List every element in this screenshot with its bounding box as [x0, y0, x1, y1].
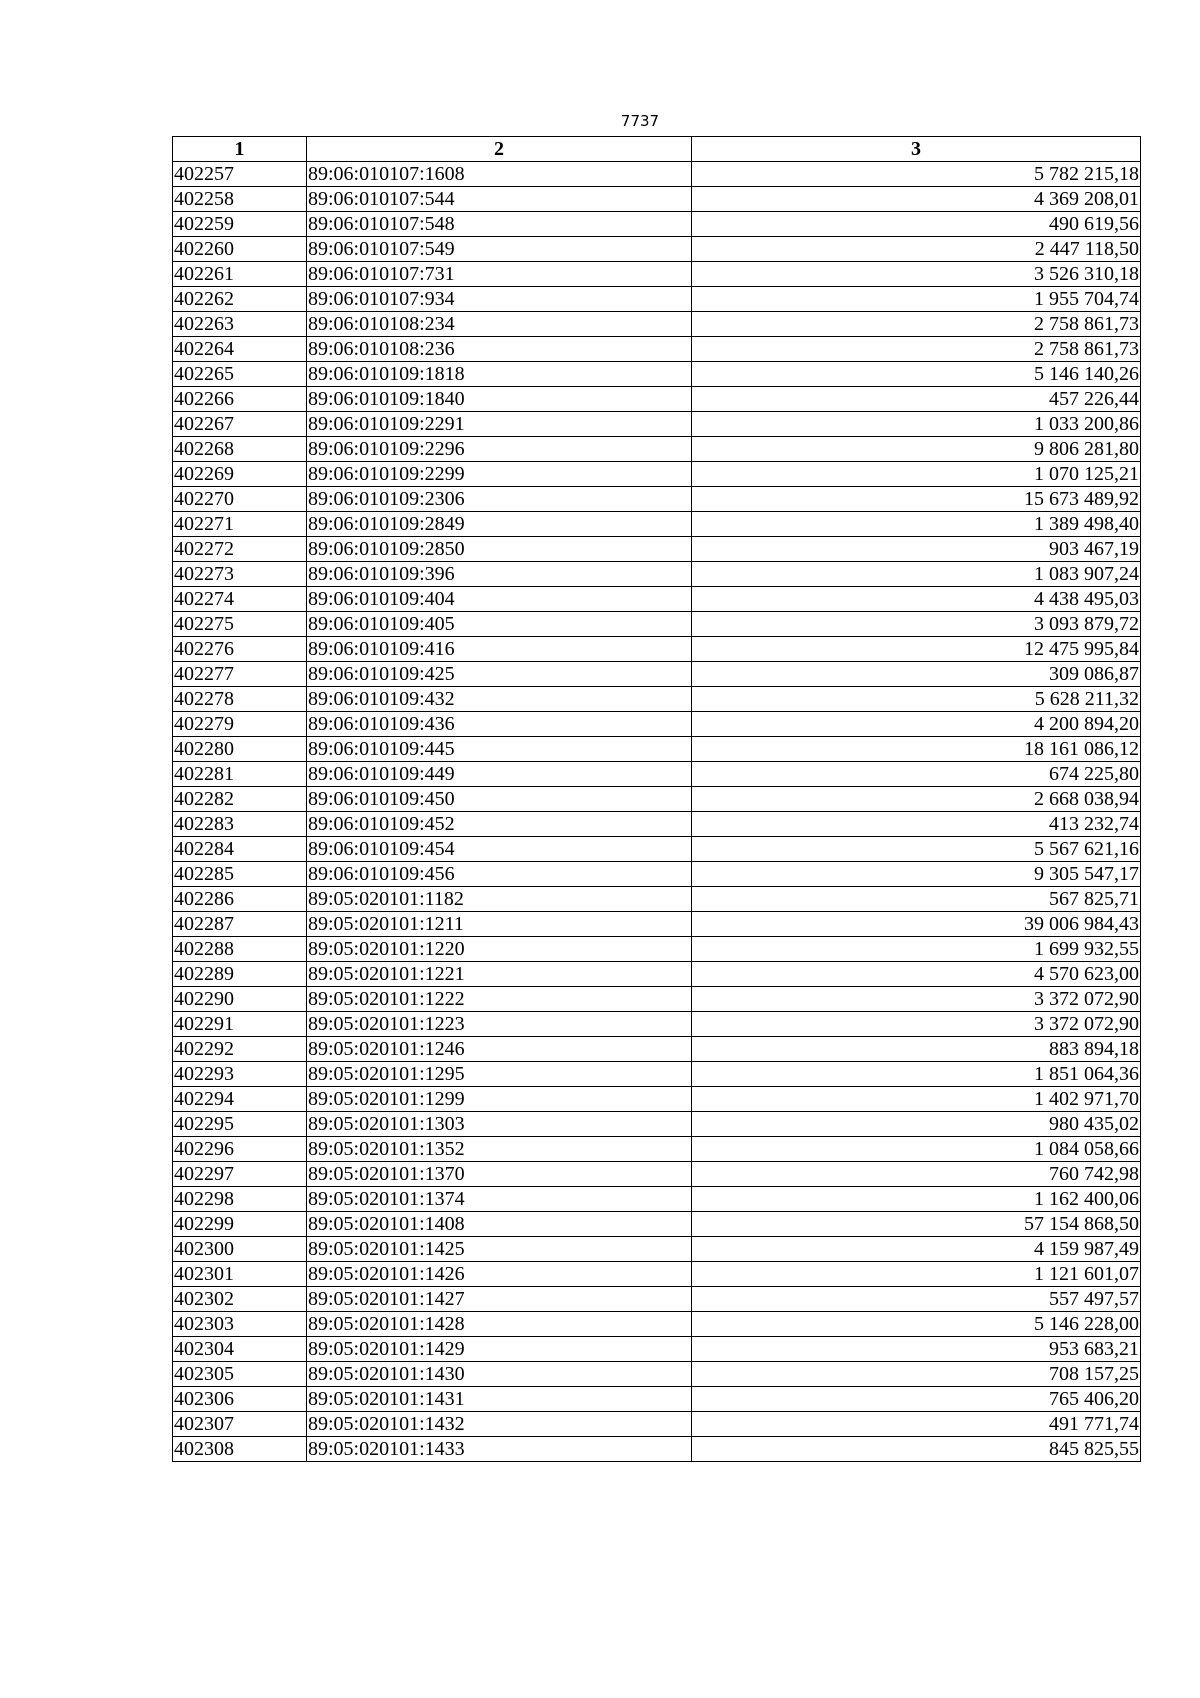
table-row: [173, 1087, 1141, 1112]
value-cell: 1 955 704,74: [692, 287, 1141, 312]
row-number-cell: 402282: [173, 787, 307, 812]
value-cell: 9 305 547,17: [692, 862, 1141, 887]
row-number-cell: 402277: [173, 662, 307, 687]
cadastral-number-cell: 89:06:010109:416: [307, 637, 692, 662]
row-number-cell: 402257: [173, 162, 307, 187]
row-number-cell: 402279: [173, 712, 307, 737]
row-number-cell: 402272: [173, 537, 307, 562]
value-cell: 567 825,71: [692, 887, 1141, 912]
cadastral-number-cell: 89:05:020101:1182: [307, 887, 692, 912]
row-number-cell: 402284: [173, 837, 307, 862]
row-number-cell: 402300: [173, 1237, 307, 1262]
table-row: [173, 237, 1141, 262]
value-cell: 4 369 208,01: [692, 187, 1141, 212]
cadastral-number-cell: 89:05:020101:1408: [307, 1212, 692, 1237]
cadastral-number-cell: 89:06:010108:234: [307, 312, 692, 337]
value-cell: 883 894,18: [692, 1037, 1141, 1062]
cadastral-number-cell: 89:05:020101:1295: [307, 1062, 692, 1087]
cadastral-number-cell: 89:06:010108:236: [307, 337, 692, 362]
cadastral-number-cell: 89:06:010109:405: [307, 612, 692, 637]
cadastral-number-cell: 89:05:020101:1433: [307, 1437, 692, 1462]
value-cell: 1 083 907,24: [692, 562, 1141, 587]
row-number-cell: 402302: [173, 1287, 307, 1312]
row-number-cell: 402276: [173, 637, 307, 662]
row-number-cell: 402295: [173, 1112, 307, 1137]
cadastral-number-cell: 89:06:010109:404: [307, 587, 692, 612]
row-number-cell: 402259: [173, 212, 307, 237]
row-number-cell: 402260: [173, 237, 307, 262]
row-number-cell: 402275: [173, 612, 307, 637]
table-row: [173, 212, 1141, 237]
cadastral-number-cell: 89:06:010107:549: [307, 237, 692, 262]
table-row: [173, 637, 1141, 662]
value-cell: 1 033 200,86: [692, 412, 1141, 437]
cadastral-number-cell: 89:06:010107:548: [307, 212, 692, 237]
cadastral-number-cell: 89:06:010109:2296: [307, 437, 692, 462]
table-row: [173, 537, 1141, 562]
column-header-1: 1: [173, 137, 307, 162]
registry-table: [172, 136, 1141, 1462]
cadastral-number-cell: 89:05:020101:1220: [307, 937, 692, 962]
cadastral-number-cell: 89:06:010109:452: [307, 812, 692, 837]
table-row: [173, 1112, 1141, 1137]
value-cell: 2 447 118,50: [692, 237, 1141, 262]
value-cell: 1 121 601,07: [692, 1262, 1141, 1287]
cadastral-number-cell: 89:05:020101:1303: [307, 1112, 692, 1137]
row-number-cell: 402305: [173, 1362, 307, 1387]
value-cell: 9 806 281,80: [692, 437, 1141, 462]
table-row: [173, 1337, 1141, 1362]
table-row: [173, 912, 1141, 937]
row-number-cell: 402296: [173, 1137, 307, 1162]
value-cell: 3 093 879,72: [692, 612, 1141, 637]
value-cell: 557 497,57: [692, 1287, 1141, 1312]
cadastral-number-cell: 89:06:010109:2306: [307, 487, 692, 512]
value-cell: 1 851 064,36: [692, 1062, 1141, 1087]
table-row: [173, 1162, 1141, 1187]
row-number-cell: 402298: [173, 1187, 307, 1212]
table-row: [173, 387, 1141, 412]
row-number-cell: 402265: [173, 362, 307, 387]
table-row: [173, 1387, 1141, 1412]
table-row: [173, 587, 1141, 612]
cadastral-number-cell: 89:06:010109:432: [307, 687, 692, 712]
value-cell: 5 146 140,26: [692, 362, 1141, 387]
value-cell: 4 438 495,03: [692, 587, 1141, 612]
row-number-cell: 402290: [173, 987, 307, 1012]
cadastral-number-cell: 89:06:010109:449: [307, 762, 692, 787]
table-row: [173, 687, 1141, 712]
table-row: [173, 862, 1141, 887]
value-cell: 1 084 058,66: [692, 1137, 1141, 1162]
cadastral-number-cell: 89:06:010109:2849: [307, 512, 692, 537]
row-number-cell: 402271: [173, 512, 307, 537]
row-number-cell: 402307: [173, 1412, 307, 1437]
table-row: [173, 562, 1141, 587]
value-cell: 903 467,19: [692, 537, 1141, 562]
cadastral-number-cell: 89:06:010109:396: [307, 562, 692, 587]
table-row: [173, 487, 1141, 512]
value-cell: 12 475 995,84: [692, 637, 1141, 662]
cadastral-number-cell: 89:05:020101:1299: [307, 1087, 692, 1112]
row-number-cell: 402261: [173, 262, 307, 287]
row-number-cell: 402283: [173, 812, 307, 837]
value-cell: 760 742,98: [692, 1162, 1141, 1187]
table-row: [173, 787, 1141, 812]
row-number-cell: 402262: [173, 287, 307, 312]
row-number-cell: 402286: [173, 887, 307, 912]
cadastral-number-cell: 89:06:010107:1608: [307, 162, 692, 187]
cadastral-number-cell: 89:05:020101:1431: [307, 1387, 692, 1412]
row-number-cell: 402303: [173, 1312, 307, 1337]
row-number-cell: 402270: [173, 487, 307, 512]
table-row: [173, 462, 1141, 487]
row-number-cell: 402292: [173, 1037, 307, 1062]
row-number-cell: 402297: [173, 1162, 307, 1187]
cadastral-number-cell: 89:05:020101:1425: [307, 1237, 692, 1262]
row-number-cell: 402267: [173, 412, 307, 437]
table-body: [173, 162, 1141, 1462]
cadastral-number-cell: 89:06:010109:445: [307, 737, 692, 762]
cadastral-number-cell: 89:05:020101:1222: [307, 987, 692, 1012]
table-row: [173, 887, 1141, 912]
value-cell: 980 435,02: [692, 1112, 1141, 1137]
table-row: [173, 612, 1141, 637]
table-row: [173, 1037, 1141, 1062]
cadastral-number-cell: 89:05:020101:1429: [307, 1337, 692, 1362]
row-number-cell: 402258: [173, 187, 307, 212]
table-row: [173, 962, 1141, 987]
value-cell: 708 157,25: [692, 1362, 1141, 1387]
value-cell: 3 372 072,90: [692, 987, 1141, 1012]
row-number-cell: 402264: [173, 337, 307, 362]
cadastral-number-cell: 89:06:010109:2291: [307, 412, 692, 437]
cadastral-number-cell: 89:06:010109:1818: [307, 362, 692, 387]
table-row: [173, 1287, 1141, 1312]
value-cell: 1 402 971,70: [692, 1087, 1141, 1112]
table-row: [173, 162, 1141, 187]
table-row: [173, 1312, 1141, 1337]
cadastral-number-cell: 89:06:010109:454: [307, 837, 692, 862]
row-number-cell: 402289: [173, 962, 307, 987]
table-row: [173, 1262, 1141, 1287]
value-cell: 57 154 868,50: [692, 1212, 1141, 1237]
value-cell: 3 372 072,90: [692, 1012, 1141, 1037]
cadastral-number-cell: 89:05:020101:1352: [307, 1137, 692, 1162]
row-number-cell: 402281: [173, 762, 307, 787]
table-row: [173, 1412, 1141, 1437]
cadastral-number-cell: 89:06:010107:934: [307, 287, 692, 312]
table-row: [173, 1012, 1141, 1037]
row-number-cell: 402285: [173, 862, 307, 887]
table-row: [173, 512, 1141, 537]
row-number-cell: 402304: [173, 1337, 307, 1362]
value-cell: 4 159 987,49: [692, 1237, 1141, 1262]
cadastral-number-cell: 89:05:020101:1223: [307, 1012, 692, 1037]
table-row: [173, 1237, 1141, 1262]
table-row: [173, 712, 1141, 737]
cadastral-number-cell: 89:06:010109:456: [307, 862, 692, 887]
value-cell: 5 567 621,16: [692, 837, 1141, 862]
value-cell: 490 619,56: [692, 212, 1141, 237]
cadastral-number-cell: 89:05:020101:1374: [307, 1187, 692, 1212]
value-cell: 2 758 861,73: [692, 337, 1141, 362]
value-cell: 15 673 489,92: [692, 487, 1141, 512]
cadastral-number-cell: 89:05:020101:1370: [307, 1162, 692, 1187]
table-row: [173, 262, 1141, 287]
value-cell: 457 226,44: [692, 387, 1141, 412]
row-number-cell: 402299: [173, 1212, 307, 1237]
cadastral-number-cell: 89:05:020101:1432: [307, 1412, 692, 1437]
table-row: [173, 937, 1141, 962]
row-number-cell: 402294: [173, 1087, 307, 1112]
table-row: [173, 187, 1141, 212]
cadastral-number-cell: 89:06:010109:425: [307, 662, 692, 687]
table-row: [173, 662, 1141, 687]
page-number: 7737: [620, 112, 660, 130]
cadastral-number-cell: 89:06:010109:1840: [307, 387, 692, 412]
row-number-cell: 402280: [173, 737, 307, 762]
value-cell: 1 699 932,55: [692, 937, 1141, 962]
row-number-cell: 402308: [173, 1437, 307, 1462]
column-header-3: 3: [692, 137, 1141, 162]
table-row: [173, 987, 1141, 1012]
table-row: [173, 1212, 1141, 1237]
cadastral-number-cell: 89:05:020101:1430: [307, 1362, 692, 1387]
table-row: [173, 337, 1141, 362]
value-cell: 5 628 211,32: [692, 687, 1141, 712]
column-header-2: 2: [307, 137, 692, 162]
table-row: [173, 1187, 1141, 1212]
value-cell: 18 161 086,12: [692, 737, 1141, 762]
value-cell: 413 232,74: [692, 812, 1141, 837]
row-number-cell: 402288: [173, 937, 307, 962]
value-cell: 765 406,20: [692, 1387, 1141, 1412]
cadastral-number-cell: 89:06:010109:2299: [307, 462, 692, 487]
row-number-cell: 402287: [173, 912, 307, 937]
table-row: [173, 812, 1141, 837]
table-row: [173, 737, 1141, 762]
row-number-cell: 402278: [173, 687, 307, 712]
row-number-cell: 402293: [173, 1062, 307, 1087]
value-cell: 5 782 215,18: [692, 162, 1141, 187]
table-row: [173, 837, 1141, 862]
table-row: [173, 287, 1141, 312]
table-row: [173, 762, 1141, 787]
value-cell: 4 200 894,20: [692, 712, 1141, 737]
cadastral-number-cell: 89:05:020101:1211: [307, 912, 692, 937]
cadastral-number-cell: 89:06:010109:436: [307, 712, 692, 737]
cadastral-number-cell: 89:05:020101:1426: [307, 1262, 692, 1287]
value-cell: 1 162 400,06: [692, 1187, 1141, 1212]
value-cell: 3 526 310,18: [692, 262, 1141, 287]
table-row: [173, 1062, 1141, 1087]
row-number-cell: 402301: [173, 1262, 307, 1287]
value-cell: 4 570 623,00: [692, 962, 1141, 987]
value-cell: 491 771,74: [692, 1412, 1141, 1437]
table-row: [173, 1362, 1141, 1387]
cadastral-number-cell: 89:06:010107:544: [307, 187, 692, 212]
cadastral-number-cell: 89:06:010107:731: [307, 262, 692, 287]
value-cell: 2 758 861,73: [692, 312, 1141, 337]
cadastral-number-cell: 89:05:020101:1427: [307, 1287, 692, 1312]
row-number-cell: 402273: [173, 562, 307, 587]
value-cell: 953 683,21: [692, 1337, 1141, 1362]
row-number-cell: 402291: [173, 1012, 307, 1037]
row-number-cell: 402306: [173, 1387, 307, 1412]
cadastral-number-cell: 89:05:020101:1428: [307, 1312, 692, 1337]
row-number-cell: 402274: [173, 587, 307, 612]
value-cell: 674 225,80: [692, 762, 1141, 787]
row-number-cell: 402268: [173, 437, 307, 462]
table-row: [173, 437, 1141, 462]
value-cell: 1 070 125,21: [692, 462, 1141, 487]
row-number-cell: 402266: [173, 387, 307, 412]
value-cell: 2 668 038,94: [692, 787, 1141, 812]
table-header: [173, 137, 1141, 162]
value-cell: 5 146 228,00: [692, 1312, 1141, 1337]
cadastral-number-cell: 89:06:010109:450: [307, 787, 692, 812]
table-row: [173, 1137, 1141, 1162]
table-row: [173, 312, 1141, 337]
table-row: [173, 362, 1141, 387]
header-row: [173, 137, 1141, 162]
table-row: [173, 412, 1141, 437]
cadastral-number-cell: 89:06:010109:2850: [307, 537, 692, 562]
table-row: [173, 1437, 1141, 1462]
value-cell: 309 086,87: [692, 662, 1141, 687]
row-number-cell: 402269: [173, 462, 307, 487]
row-number-cell: 402263: [173, 312, 307, 337]
cadastral-number-cell: 89:05:020101:1221: [307, 962, 692, 987]
value-cell: 39 006 984,43: [692, 912, 1141, 937]
value-cell: 1 389 498,40: [692, 512, 1141, 537]
cadastral-number-cell: 89:05:020101:1246: [307, 1037, 692, 1062]
value-cell: 845 825,55: [692, 1437, 1141, 1462]
